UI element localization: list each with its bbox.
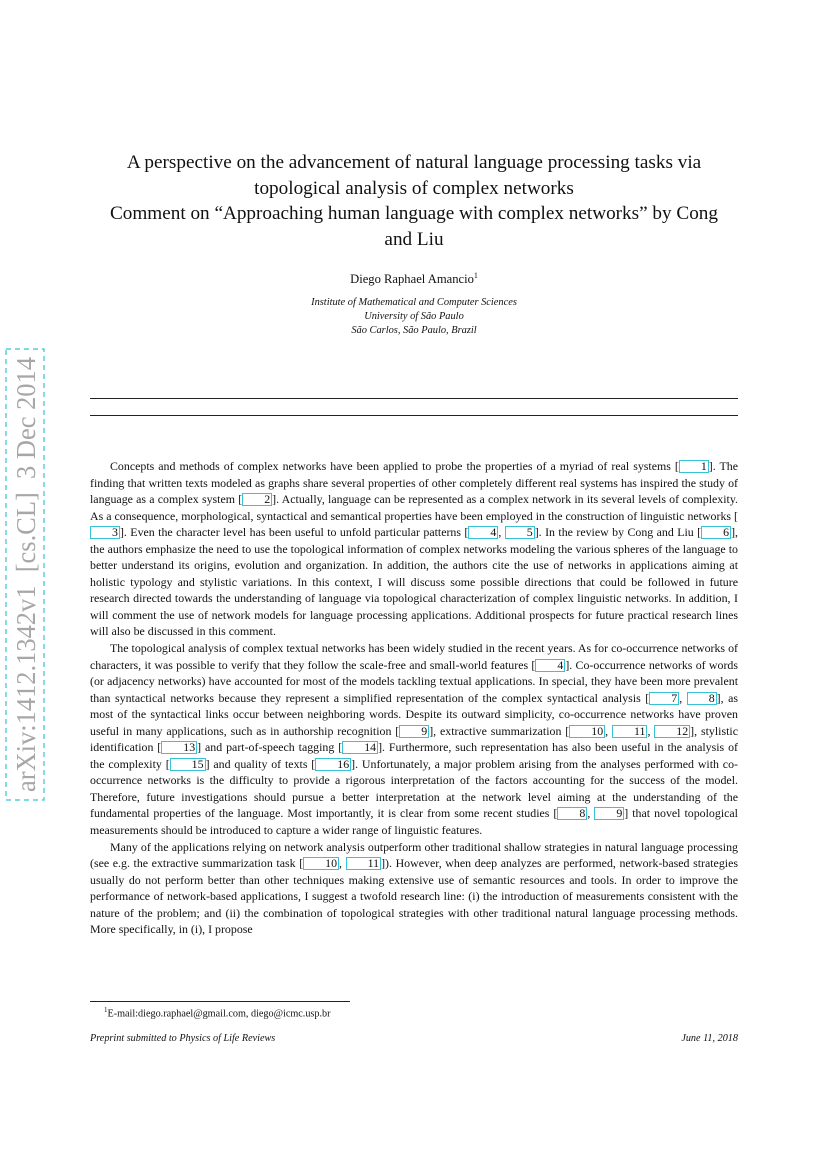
citation-link[interactable]: 12 — [654, 725, 690, 738]
body-paragraph — [90, 458, 738, 640]
citation-link[interactable]: 4 — [468, 526, 498, 539]
citation-link[interactable]: 11 — [346, 857, 381, 870]
citation-link[interactable]: 11 — [612, 725, 647, 738]
arxiv-sidebar-stamp — [4, 347, 46, 802]
text-run: ]. Actually, language can be represented as a complex network in its several levels of complexity. As a consequence, morphological, syntactical and semantical properties have been employed in the construction of linguistic networks [ — [90, 492, 738, 523]
text-run: , — [605, 723, 612, 738]
text-run: ] that novel topological measurements should be introduced to capture a wider range of linguistic features. — [90, 806, 738, 838]
text-run: , — [647, 723, 655, 738]
text-run: The topological analysis of complex textual networks has been widely studied in the recent years. As for co-occurrence networks of characters, it was possible to verify that they follow the scale-free and small-world features [ — [90, 641, 738, 672]
body-paragraph — [90, 839, 738, 938]
citation-link[interactable]: 9 — [399, 725, 429, 738]
affiliation-line: São Carlos, São Paulo, Brazil — [351, 324, 477, 336]
citation-link[interactable]: 6 — [701, 526, 731, 539]
citation-link[interactable]: 2 — [242, 493, 272, 506]
author-name: Diego Raphael Amancio — [350, 272, 474, 286]
citation-link[interactable]: 5 — [505, 526, 535, 539]
text-run: ] and quality of texts [ — [205, 756, 316, 771]
text-run: ] and part-of-speech tagging [ — [197, 740, 343, 755]
title-line: A perspective on the advancement of natural language processing tasks via — [126, 152, 702, 173]
citation-link[interactable]: 14 — [342, 741, 378, 754]
citation-link[interactable]: 13 — [161, 741, 197, 754]
citation-link[interactable]: 3 — [90, 526, 120, 539]
text-run: ]. The finding that written texts modeled as graphs share several properties of other completely different real systems has inspired the study of language as a complex system [ — [90, 459, 738, 507]
abstract-rule-top — [90, 398, 738, 399]
abstract-rule-bottom — [90, 415, 738, 416]
text-run: , — [679, 690, 687, 705]
text-run: , — [498, 525, 505, 540]
footer-date: June 11, 2018 — [681, 1033, 738, 1044]
text-run: , — [587, 806, 595, 821]
text-run: ]. Furthermore, such representation has also been useful in the analysis of the complexity [ — [90, 740, 738, 771]
author-line — [90, 272, 738, 287]
citation-link[interactable]: 7 — [649, 692, 679, 705]
text-run: Concepts and methods of complex networks have been applied to probe the properties of a myriad of real systems [ — [110, 459, 679, 473]
title-line: and Liu — [384, 228, 444, 250]
citation-link[interactable]: 8 — [557, 807, 587, 820]
footnote — [104, 1006, 331, 1019]
footnote-text: E-mail:diego.raphael@gmail.com, diego@icmc.usp.br — [107, 1008, 331, 1020]
footnote-rule — [90, 1001, 350, 1002]
arxiv-identifier: arXiv:1412.1342v1 [cs.CL] 3 Dec 2014 — [11, 348, 41, 792]
text-run: ], stylistic identification [ — [90, 723, 738, 755]
citation-link[interactable]: 10 — [303, 857, 339, 870]
text-run: ]. Even the character level has been useful to unfold particular patterns [ — [119, 525, 469, 540]
text-run: ], the authors emphasize the need to use the topological information of complex networks modeling the various spheres of the language to better understand its origins, evolution and organization. In addition, the authors cite the use of networks in applications aiming at holistic typology and stylistic variations. In this context, I will discuss some possible directions that could be followed in future research directed towards the understanding of language via topological characterization of complex linguistic networks. In addition, I will comment the use of network models for language processing applications. Additional prospects for future practical research lines will also be discussed in this comment. — [90, 525, 739, 639]
text-run: ], as most of the syntactical links occur between neighboring words. Despite its outward simplicity, co-occurrence networks have proven useful in many applications, such as in authorship recognition [ — [90, 690, 739, 738]
affiliation-line: Institute of Mathematical and Computer Sciences — [311, 297, 517, 308]
text-run: , — [339, 856, 346, 871]
affiliation-line: University of São Paulo — [364, 310, 464, 322]
affiliation — [90, 296, 738, 337]
text-run: ], extractive summarization [ — [429, 723, 570, 738]
body-text — [90, 458, 738, 938]
citation-link[interactable]: 8 — [687, 692, 717, 705]
text-run: ]. Co-occurrence networks of words (or adjacency networks) have accounted for most of the models tackling textual applications. In special, they have been more prevalent than syntactical networks because they represent a simplified representation of the complex syntactical analysis [ — [90, 657, 739, 705]
author-footnote-mark: 1 — [473, 270, 478, 280]
title-line: topological analysis of complex networks — [254, 177, 574, 199]
footer-journal: Preprint submitted to Physics of Life Reviews — [90, 1033, 276, 1044]
footnote-mark: 1 — [104, 1006, 108, 1014]
title-line: Comment on “Approaching human language with complex networks” by Cong — [109, 203, 718, 224]
body-paragraph — [90, 640, 738, 839]
citation-link[interactable]: 1 — [679, 460, 709, 473]
text-run: ]. Unfortunately, a major problem arising from the analyses performed with co-occurrence networks is the difficulty to provide a rigorous interpretation of the factors accounting for the success of the model. Therefore, future investigations should pursue a better interpretation at the network level aiming at the understanding of the fundamental properties of the language. Most importantly, it is clear from some recent studies [ — [90, 756, 738, 821]
text-run: Many of the applications relying on network analysis outperform other traditional shallow strategies in natural language processing (see e.g. the extractive summarization task [ — [90, 839, 738, 871]
citation-link[interactable]: 9 — [594, 807, 624, 820]
text-run: ]). However, when deep analyzes are performed, network-based strategies usually do not perform better than other techniques making extensive use of semantic resources and tools. In order to improve the performance of network-based applications, I suggest a twofold research line: (i) the introduction of measurements consistent with the nature of the problem; and (ii) the combination of topological strategies with other traditional natural language processing methods. More specifically, in (i), I propose — [90, 856, 738, 937]
citation-link[interactable]: 16 — [315, 758, 351, 771]
paper-title — [90, 150, 738, 252]
text-run: ]. In the review by Cong and Liu [ — [534, 525, 702, 540]
citation-link[interactable]: 4 — [535, 659, 565, 672]
citation-link[interactable]: 15 — [170, 758, 206, 771]
citation-link[interactable]: 10 — [569, 725, 605, 738]
